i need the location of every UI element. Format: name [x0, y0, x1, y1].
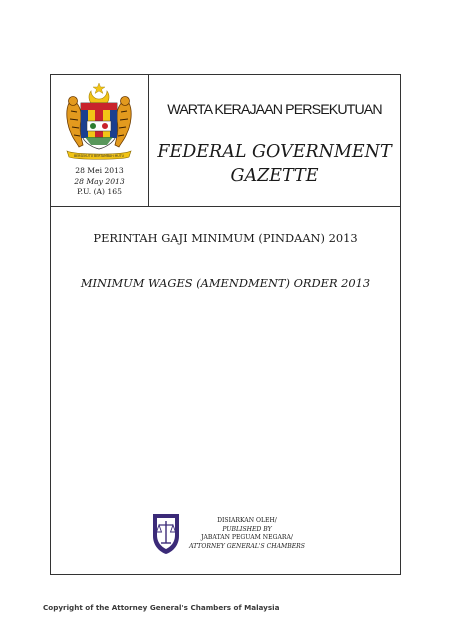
attorney-general-chambers-logo-icon [150, 510, 182, 556]
order-title-english: MINIMUM WAGES (AMENDMENT) ORDER 2013 [80, 276, 371, 290]
date-malay: 28 Mei 2013 [75, 166, 124, 175]
divider-horizontal [51, 206, 400, 207]
publisher-line-3: JABATAN PEGUAM NEGARA/ [201, 534, 293, 542]
gazette-title-english-line1: FEDERAL GOVERNMENT [157, 142, 392, 162]
copyright-notice: Copyright of the Attorney General's Chambers of Malaysia [43, 603, 280, 612]
publisher-line-2: PUBLISHED BY [222, 525, 272, 533]
publisher-block [183, 517, 311, 551]
gazette-title-english [149, 140, 400, 188]
order-title-malay: PERINTAH GAJI MINIMUM (PINDAAN) 2013 [93, 231, 358, 245]
gazette-date-block [51, 166, 148, 198]
pu-number: P.U. (A) 165 [77, 187, 122, 196]
gazette-title-malay: WARTA KERAJAAN PERSEKUTUAN [167, 102, 382, 118]
gazette-title-english-line2: GAZETTE [230, 166, 319, 186]
date-english: 28 May 2013 [74, 176, 125, 186]
malaysia-coat-of-arms-icon [61, 81, 137, 161]
svg-text:BERSEKUTU BERTAMBAH MUTU: BERSEKUTU BERTAMBAH MUTU [73, 154, 125, 158]
gazette-cover-frame [50, 74, 401, 575]
publisher-line-1: DISIARKAN OLEH/ [217, 517, 277, 524]
publisher-line-4: ATTORNEY GENERAL'S CHAMBERS [189, 542, 305, 550]
